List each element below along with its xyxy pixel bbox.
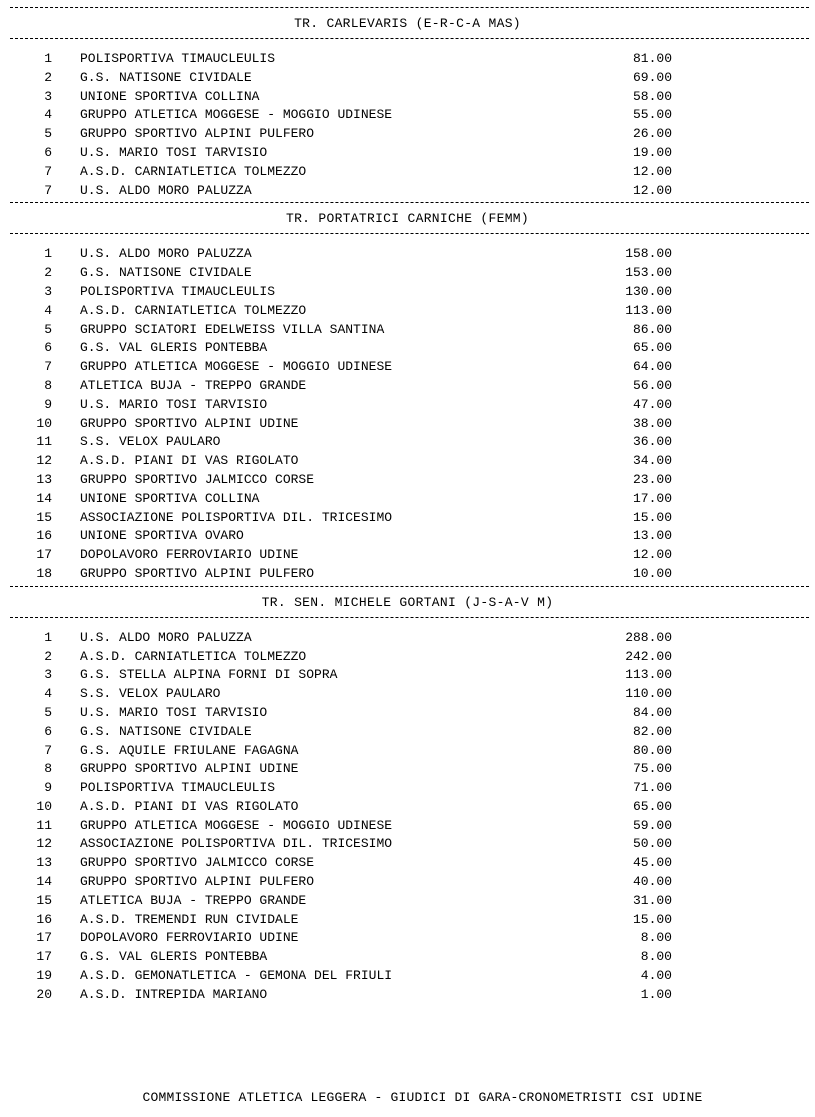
team-score: 86.00 [632,321,672,337]
team-score: 242.00 [625,648,672,664]
team-name: U.S. ALDO MORO PALUZZA [80,182,252,198]
rank-number: 17 [36,949,52,965]
dashed-divider [10,38,809,41]
rank-number: 18 [36,565,52,581]
rank-number: 1 [44,629,52,645]
team-name: DOPOLAVORO FERROVIARIO UDINE [80,930,299,946]
rank-number: 15 [36,892,52,908]
team-name: U.S. ALDO MORO PALUZZA [80,629,252,645]
ranking-row [0,377,815,396]
ranking-row [0,415,815,434]
team-score: 34.00 [632,453,672,469]
rank-number: 7 [44,182,52,198]
ranking-row [0,835,815,854]
team-name: S.S. VELOX PAULARO [80,434,221,450]
ranking-row [0,986,815,1005]
team-name: A.S.D. CARNIATLETICA TOLMEZZO [80,302,307,318]
team-name: GRUPPO SPORTIVO ALPINI UDINE [80,415,299,431]
team-name: GRUPPO SPORTIVO JALMICCO CORSE [80,471,315,487]
team-name: GRUPPO SPORTIVO ALPINI PULFERO [80,565,315,581]
team-name: U.S. MARIO TOSI TARVISIO [80,144,268,160]
rank-number: 8 [44,761,52,777]
rank-number: 2 [44,265,52,281]
team-score: 12.00 [632,182,672,198]
ranking-row [0,50,815,69]
ranking-row [0,245,815,264]
rank-number: 12 [36,836,52,852]
team-score: 58.00 [632,88,672,104]
team-name: G.S. VAL GLERIS PONTEBBA [80,949,268,965]
rank-number: 2 [44,69,52,85]
team-score: 8.00 [640,949,672,965]
team-name: UNIONE SPORTIVA COLLINA [80,88,260,104]
team-score: 153.00 [625,265,672,281]
ranking-row [0,967,815,986]
team-score: 40.00 [632,874,672,890]
team-score: 84.00 [632,704,672,720]
rank-number: 4 [44,302,52,318]
rank-number: 3 [44,88,52,104]
dashed-divider [10,233,809,236]
ranking-row [0,817,815,836]
ranking-row [0,723,815,742]
rank-number: 9 [44,780,52,796]
ranking-row [0,798,815,817]
section-title-portatrici: TR. PORTATRICI CARNICHE (FEMM) [285,211,530,227]
team-name: ATLETICA BUJA - TREPPO GRANDE [80,892,307,908]
ranking-row [0,106,815,125]
ranking-list-carlevaris [0,50,815,200]
rank-number: 3 [44,283,52,299]
team-name: GRUPPO SCIATORI EDELWEISS VILLA SANTINA [80,321,385,337]
ranking-row [0,144,815,163]
rank-number: 13 [36,471,52,487]
team-score: 50.00 [632,836,672,852]
team-name: G.S. NATISONE CIVIDALE [80,723,252,739]
team-score: 81.00 [632,51,672,66]
team-name: G.S. VAL GLERIS PONTEBBA [80,340,268,356]
rank-number: 6 [44,144,52,160]
team-score: 15.00 [632,911,672,927]
team-name: POLISPORTIVA TIMAUCLEULIS [80,51,276,66]
team-name: GRUPPO SPORTIVO ALPINI UDINE [80,761,299,777]
dashed-divider [10,617,809,620]
ranking-row [0,929,815,948]
rank-number: 15 [36,509,52,525]
team-score: 56.00 [632,377,672,393]
team-score: 47.00 [632,396,672,412]
team-name: UNIONE SPORTIVA COLLINA [80,490,260,506]
ranking-row [0,527,815,546]
team-score: 26.00 [632,126,672,142]
footer-commission: COMMISSIONE ATLETICA LEGGERA - GIUDICI DI GARA-CRONOMETRISTI CSI UDINE [142,1090,703,1105]
ranking-row [0,69,815,88]
rank-number: 7 [44,163,52,179]
rank-number: 14 [36,490,52,506]
team-score: 130.00 [625,283,672,299]
team-name: DOPOLAVORO FERROVIARIO UDINE [80,547,299,563]
rank-number: 6 [44,723,52,739]
team-name: GRUPPO ATLETICA MOGGESE - MOGGIO UDINESE [80,107,393,123]
rank-number: 4 [44,107,52,123]
ranking-row [0,565,815,584]
team-name: GRUPPO ATLETICA MOGGESE - MOGGIO UDINESE [80,817,393,833]
team-name: U.S. ALDO MORO PALUZZA [80,246,252,262]
ranking-row [0,358,815,377]
team-score: 113.00 [625,302,672,318]
team-score: 31.00 [632,892,672,908]
team-score: 64.00 [632,359,672,375]
ranking-row [0,452,815,471]
ranking-row [0,302,815,321]
rank-number: 11 [36,817,52,833]
team-score: 19.00 [632,144,672,160]
team-name: U.S. MARIO TOSI TARVISIO [80,396,268,412]
ranking-row [0,911,815,930]
rank-number: 1 [44,246,52,262]
rank-number: 11 [36,434,52,450]
rank-number: 1 [44,51,52,66]
rank-number: 20 [36,986,52,1002]
ranking-row [0,163,815,182]
ranking-row [0,509,815,528]
ranking-row [0,396,815,415]
ranking-row [0,321,815,340]
team-name: ASSOCIAZIONE POLISPORTIVA DIL. TRICESIMO [80,836,393,852]
ranking-row [0,433,815,452]
ranking-row [0,779,815,798]
team-score: 69.00 [632,69,672,85]
team-score: 38.00 [632,415,672,431]
rank-number: 17 [36,930,52,946]
team-name: G.S. AQUILE FRIULANE FAGAGNA [80,742,299,758]
rank-number: 5 [44,321,52,337]
team-score: 13.00 [632,528,672,544]
rank-number: 16 [36,911,52,927]
team-name: A.S.D. GEMONATLETICA - GEMONA DEL FRIULI [80,968,393,984]
ranking-row [0,704,815,723]
ranking-row [0,546,815,565]
rank-number: 9 [44,396,52,412]
team-name: GRUPPO SPORTIVO ALPINI PULFERO [80,874,315,890]
rank-number: 5 [44,126,52,142]
ranking-row [0,629,815,648]
team-score: 80.00 [632,742,672,758]
team-name: GRUPPO SPORTIVO ALPINI PULFERO [80,126,315,142]
rank-number: 12 [36,453,52,469]
ranking-row [0,873,815,892]
rank-number: 2 [44,648,52,664]
team-name: GRUPPO ATLETICA MOGGESE - MOGGIO UDINESE [80,359,393,375]
rank-number: 19 [36,968,52,984]
section-title-gortani: TR. SEN. MICHELE GORTANI (J-S-A-V M) [261,594,554,610]
ranking-row [0,125,815,144]
team-score: 45.00 [632,855,672,871]
team-score: 82.00 [632,723,672,739]
rank-number: 16 [36,528,52,544]
team-score: 113.00 [625,667,672,683]
ranking-row [0,339,815,358]
team-score: 288.00 [625,629,672,645]
rank-number: 7 [44,359,52,375]
rank-number: 10 [36,798,52,814]
rank-number: 8 [44,377,52,393]
team-score: 65.00 [632,340,672,356]
team-name: UNIONE SPORTIVA OVARO [80,528,244,544]
team-score: 12.00 [632,163,672,179]
team-score: 23.00 [632,471,672,487]
ranking-row [0,666,815,685]
team-name: ATLETICA BUJA - TREPPO GRANDE [80,377,307,393]
team-name: S.S. VELOX PAULARO [80,686,221,702]
team-score: 59.00 [632,817,672,833]
team-score: 10.00 [632,565,672,581]
ranking-row [0,685,815,704]
ranking-row [0,760,815,779]
team-score: 8.00 [640,930,672,946]
ranking-row [0,182,815,201]
ranking-row [0,892,815,911]
ranking-row [0,490,815,509]
team-score: 75.00 [632,761,672,777]
team-score: 55.00 [632,107,672,123]
team-score: 4.00 [640,968,672,984]
team-name: A.S.D. INTREPIDA MARIANO [80,986,268,1002]
team-name: GRUPPO SPORTIVO JALMICCO CORSE [80,855,315,871]
team-name: A.S.D. CARNIATLETICA TOLMEZZO [80,163,307,179]
ranking-row [0,948,815,967]
team-name: POLISPORTIVA TIMAUCLEULIS [80,780,276,796]
team-score: 65.00 [632,798,672,814]
ranking-list-gortani [0,629,815,1005]
team-name: G.S. NATISONE CIVIDALE [80,69,252,85]
rank-number: 13 [36,855,52,871]
ranking-row [0,648,815,667]
ranking-row [0,264,815,283]
rank-number: 4 [44,686,52,702]
team-score: 36.00 [632,434,672,450]
team-score: 12.00 [632,547,672,563]
rank-number: 5 [44,704,52,720]
team-name: A.S.D. PIANI DI VAS RIGOLATO [80,798,299,814]
rank-number: 10 [36,415,52,431]
team-name: ASSOCIAZIONE POLISPORTIVA DIL. TRICESIMO [80,509,393,525]
team-name: A.S.D. TREMENDI RUN CIVIDALE [80,911,299,927]
ranking-list-portatrici [0,245,815,583]
team-name: G.S. NATISONE CIVIDALE [80,265,252,281]
rank-number: 14 [36,874,52,890]
team-score: 110.00 [625,686,672,702]
ranking-row [0,854,815,873]
team-score: 1.00 [640,986,672,1002]
section-title-carlevaris: TR. CARLEVARIS (E-R-C-A MAS) [294,16,521,31]
team-name: G.S. STELLA ALPINA FORNI DI SOPRA [80,667,338,683]
ranking-row [0,471,815,490]
rank-number: 17 [36,547,52,563]
team-score: 71.00 [632,780,672,796]
rank-number: 6 [44,340,52,356]
team-name: A.S.D. PIANI DI VAS RIGOLATO [80,453,299,469]
ranking-row [0,88,815,107]
team-name: U.S. MARIO TOSI TARVISIO [80,704,268,720]
rank-number: 7 [44,742,52,758]
team-score: 158.00 [625,246,672,262]
team-score: 15.00 [632,509,672,525]
ranking-row [0,283,815,302]
team-name: POLISPORTIVA TIMAUCLEULIS [80,283,276,299]
ranking-row [0,742,815,761]
team-score: 17.00 [632,490,672,506]
rank-number: 3 [44,667,52,683]
team-name: A.S.D. CARNIATLETICA TOLMEZZO [80,648,307,664]
